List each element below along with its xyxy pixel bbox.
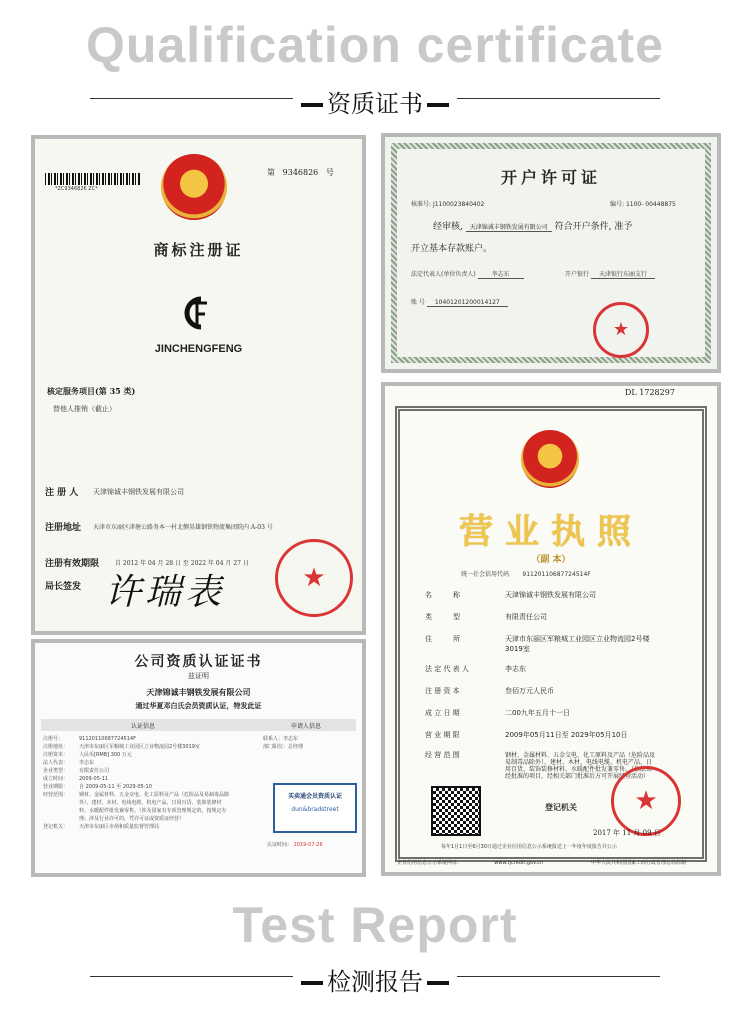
registrant-value: 天津锦诚丰钢铁发展有限公司	[93, 488, 184, 496]
annual-report-notice: 每年1月1日至6月30日通过企业信用信息公示系统报送上一年度年度报告并公示	[441, 844, 617, 850]
license-row	[425, 634, 693, 664]
qual-field: 注册地址： 天津市东丽区军粮城工业园区立业物流园2号楼3019室	[43, 744, 200, 750]
license-row-label: 经 营 范 围	[425, 751, 460, 759]
dept-label: 部门职位：	[263, 744, 289, 750]
license-row-value: 叁佰万元人民币	[505, 687, 554, 695]
qualification-subtitle-row	[90, 84, 660, 118]
contact-label: 联系人：	[263, 736, 284, 742]
qual-field: 企业类型： 有限责任公司	[43, 768, 110, 774]
qual-field: 经营范围： 钢材、金属材料、五金交电、化工原料及产品（危险品及易制毒品除外）、建材、木材、电线电缆、机电产品、日用百货、装饰装修材料、水暖配件批发兼零售。（涉及国家有专项管理规定的，按规定办理；涉及行业许可的，凭许可证或资质证经营）	[43, 792, 230, 822]
license-row	[425, 664, 693, 686]
address-label: 注册地址	[45, 523, 82, 533]
qual-description: 通过华夏邓白氏会员资质认证，特发此证	[135, 701, 262, 710]
dept-value: 总经理	[288, 744, 304, 750]
license-row-label: 成 立 日 期	[425, 709, 460, 717]
national-emblem-icon	[521, 430, 579, 488]
company-qualification-certificate	[31, 639, 366, 877]
qual-title: 公司资质认证证书	[134, 654, 263, 670]
signature: 许瑞表	[105, 572, 226, 613]
license-row-value: 二00九年五月十一日	[505, 709, 570, 717]
license-row	[425, 730, 693, 752]
address-value: 天津市东丽区津塘公路务本一村北侧昊雄钢铁物流集团院内 A-03 号	[93, 524, 273, 531]
test-report-title-cn: 检测报告	[327, 968, 423, 996]
qual-field: 成立时间： 2009-05-11	[43, 776, 109, 782]
qr-code-icon	[431, 786, 481, 836]
brand-name: JINCHENGFENG	[154, 343, 243, 355]
number-prefix: 第	[267, 168, 275, 177]
bank-account-permit	[381, 133, 721, 373]
license-row	[425, 612, 693, 634]
account-label: 账 号	[411, 299, 425, 306]
credit-number: 91120110687724514F	[522, 571, 591, 578]
license-row	[425, 590, 693, 612]
qual-subtitle: 兹证明	[188, 672, 209, 680]
license-subtitle: （副 本）	[531, 555, 571, 565]
badge-brand: dun&bradstreet	[291, 806, 339, 813]
qualification-title-en: Qualification certificate	[86, 17, 664, 73]
test-report-subtitle-row	[90, 962, 660, 996]
license-row-label: 住 所	[425, 635, 460, 643]
permit-line1-suffix: 符合开户条件, 准予	[554, 222, 633, 232]
qual-field: 登记机关： 天津市东丽区市场和质量监督管理局	[43, 824, 160, 830]
contact-value: 李志东	[283, 736, 299, 742]
license-row-label: 名 称	[425, 591, 460, 599]
license-row	[425, 686, 693, 708]
license-row	[425, 708, 693, 730]
license-date: 2017 年 11 月 09 日	[593, 829, 661, 837]
trademark-office-seal-icon: ★	[275, 539, 353, 617]
license-fields	[425, 590, 693, 780]
qual-field: 营业期限： 自 2009-05-11 至 2029-05-10	[43, 784, 152, 790]
permit-line1-prefix: 经审核,	[433, 222, 463, 232]
license-row-label: 注 册 资 本	[425, 687, 460, 695]
approval-label: 核准号:	[411, 201, 432, 208]
license-row-value: 钢材、金属材料、五金交电、化工原料及产品（危险品及易制毒品除外）、建材、木材、电线电缆、机电产品、日用百货、装饰装修材料、水暖配件批发兼零售。（依法须经批准的项目，经相关部门批准后方可开展经营活动）	[505, 752, 656, 780]
trademark-number: 9346826	[282, 168, 319, 177]
qual-table-header	[41, 719, 356, 731]
national-emblem-icon	[161, 154, 227, 220]
barcode-text: *ZC9346826 ZC*	[55, 186, 98, 192]
account-value: 10401201200014127	[427, 299, 508, 307]
footer-url: www.tjcredit.gov.cn	[494, 860, 544, 866]
license-row-value: 天津市东丽区军粮城工业园区立业物流园2号楼3019室	[505, 635, 650, 653]
permit-line2: 开立基本存款账户。	[411, 244, 493, 254]
serial-number: 1100- 00448875	[625, 201, 676, 208]
service-label: 核定服务项目(第 35 类)	[47, 386, 136, 396]
membership-badge	[273, 783, 357, 833]
license-row-value: 2009年05月11日至 2029年05月10日	[505, 731, 628, 739]
badge-title: 买卖通会员资质认证	[287, 793, 342, 800]
bank-label: 开户银行	[565, 271, 590, 278]
barcode	[45, 173, 141, 185]
number-suffix: 号	[325, 168, 334, 177]
registrant-label: 注 册 人	[45, 488, 79, 498]
approval-number: J1100023840402	[432, 201, 485, 208]
bank-seal-icon: ★	[593, 302, 649, 358]
business-license	[381, 382, 721, 876]
license-row-value: 李志东	[505, 665, 526, 673]
permit-title: 开户许可证	[500, 168, 601, 187]
brand-logo-icon	[177, 294, 215, 332]
qual-field: 法人代表： 李志东	[43, 760, 95, 766]
dl-number: 1728297	[639, 388, 675, 397]
permit-company: 天津锦诚丰钢铁发展有限公司	[466, 224, 552, 232]
validity-label: 注册有效期限	[45, 559, 100, 569]
credit-label: 统一社会信用代码	[461, 571, 510, 578]
rep-value: 李志东	[478, 271, 524, 279]
qual-field: 注册号： 91120110687724514F	[43, 736, 136, 742]
auth-date: 2019-07-26	[293, 842, 323, 848]
qual-company: 天津锦诚丰钢铁发展有限公司	[146, 687, 251, 697]
footer-supervisor: 中华人民共和国国家工商行政管理总局监制	[591, 860, 687, 866]
col-cert-info: 认证信息	[131, 723, 156, 730]
dl-label: DL	[625, 388, 637, 397]
service-item: 替他人推销（截止）	[53, 405, 116, 413]
qualification-title-cn: 资质证书	[327, 90, 423, 118]
footer-system-label: 企业信用信息公示系统网址:	[397, 860, 459, 866]
bank-value: 天津银行东丽支行	[591, 271, 655, 279]
license-row-value: 有限责任公司	[505, 613, 547, 621]
auth-label: 认证时间：	[267, 842, 293, 848]
trademark-certificate	[31, 135, 366, 635]
trademark-title: 商标注册证	[153, 241, 244, 259]
registration-authority: 登记机关	[545, 802, 577, 812]
rep-label: 法定代表人(单位负责人)	[411, 271, 476, 278]
license-title: 营业执照	[459, 512, 643, 552]
license-row-value: 天津锦诚丰钢铁发展有限公司	[505, 591, 596, 599]
test-report-title-en: Test Report	[232, 897, 518, 953]
serial-label: 编号:	[610, 201, 625, 208]
license-row-label: 法 定 代 表 人	[425, 665, 469, 673]
license-seal-icon: ★	[611, 766, 681, 836]
signer-label: 局长签发	[45, 582, 82, 592]
qual-field: 注册资本： 人民币[RMB] 300 万元	[43, 752, 132, 758]
qual-fields	[43, 735, 263, 831]
license-row-label: 营 业 期 限	[425, 731, 460, 739]
col-applicant-info: 申请人信息	[291, 723, 322, 730]
license-row-label: 类 型	[425, 613, 460, 621]
validity-value: 自 2012 年 04 月 28 日 至 2022 年 04 月 27 日	[115, 560, 249, 567]
